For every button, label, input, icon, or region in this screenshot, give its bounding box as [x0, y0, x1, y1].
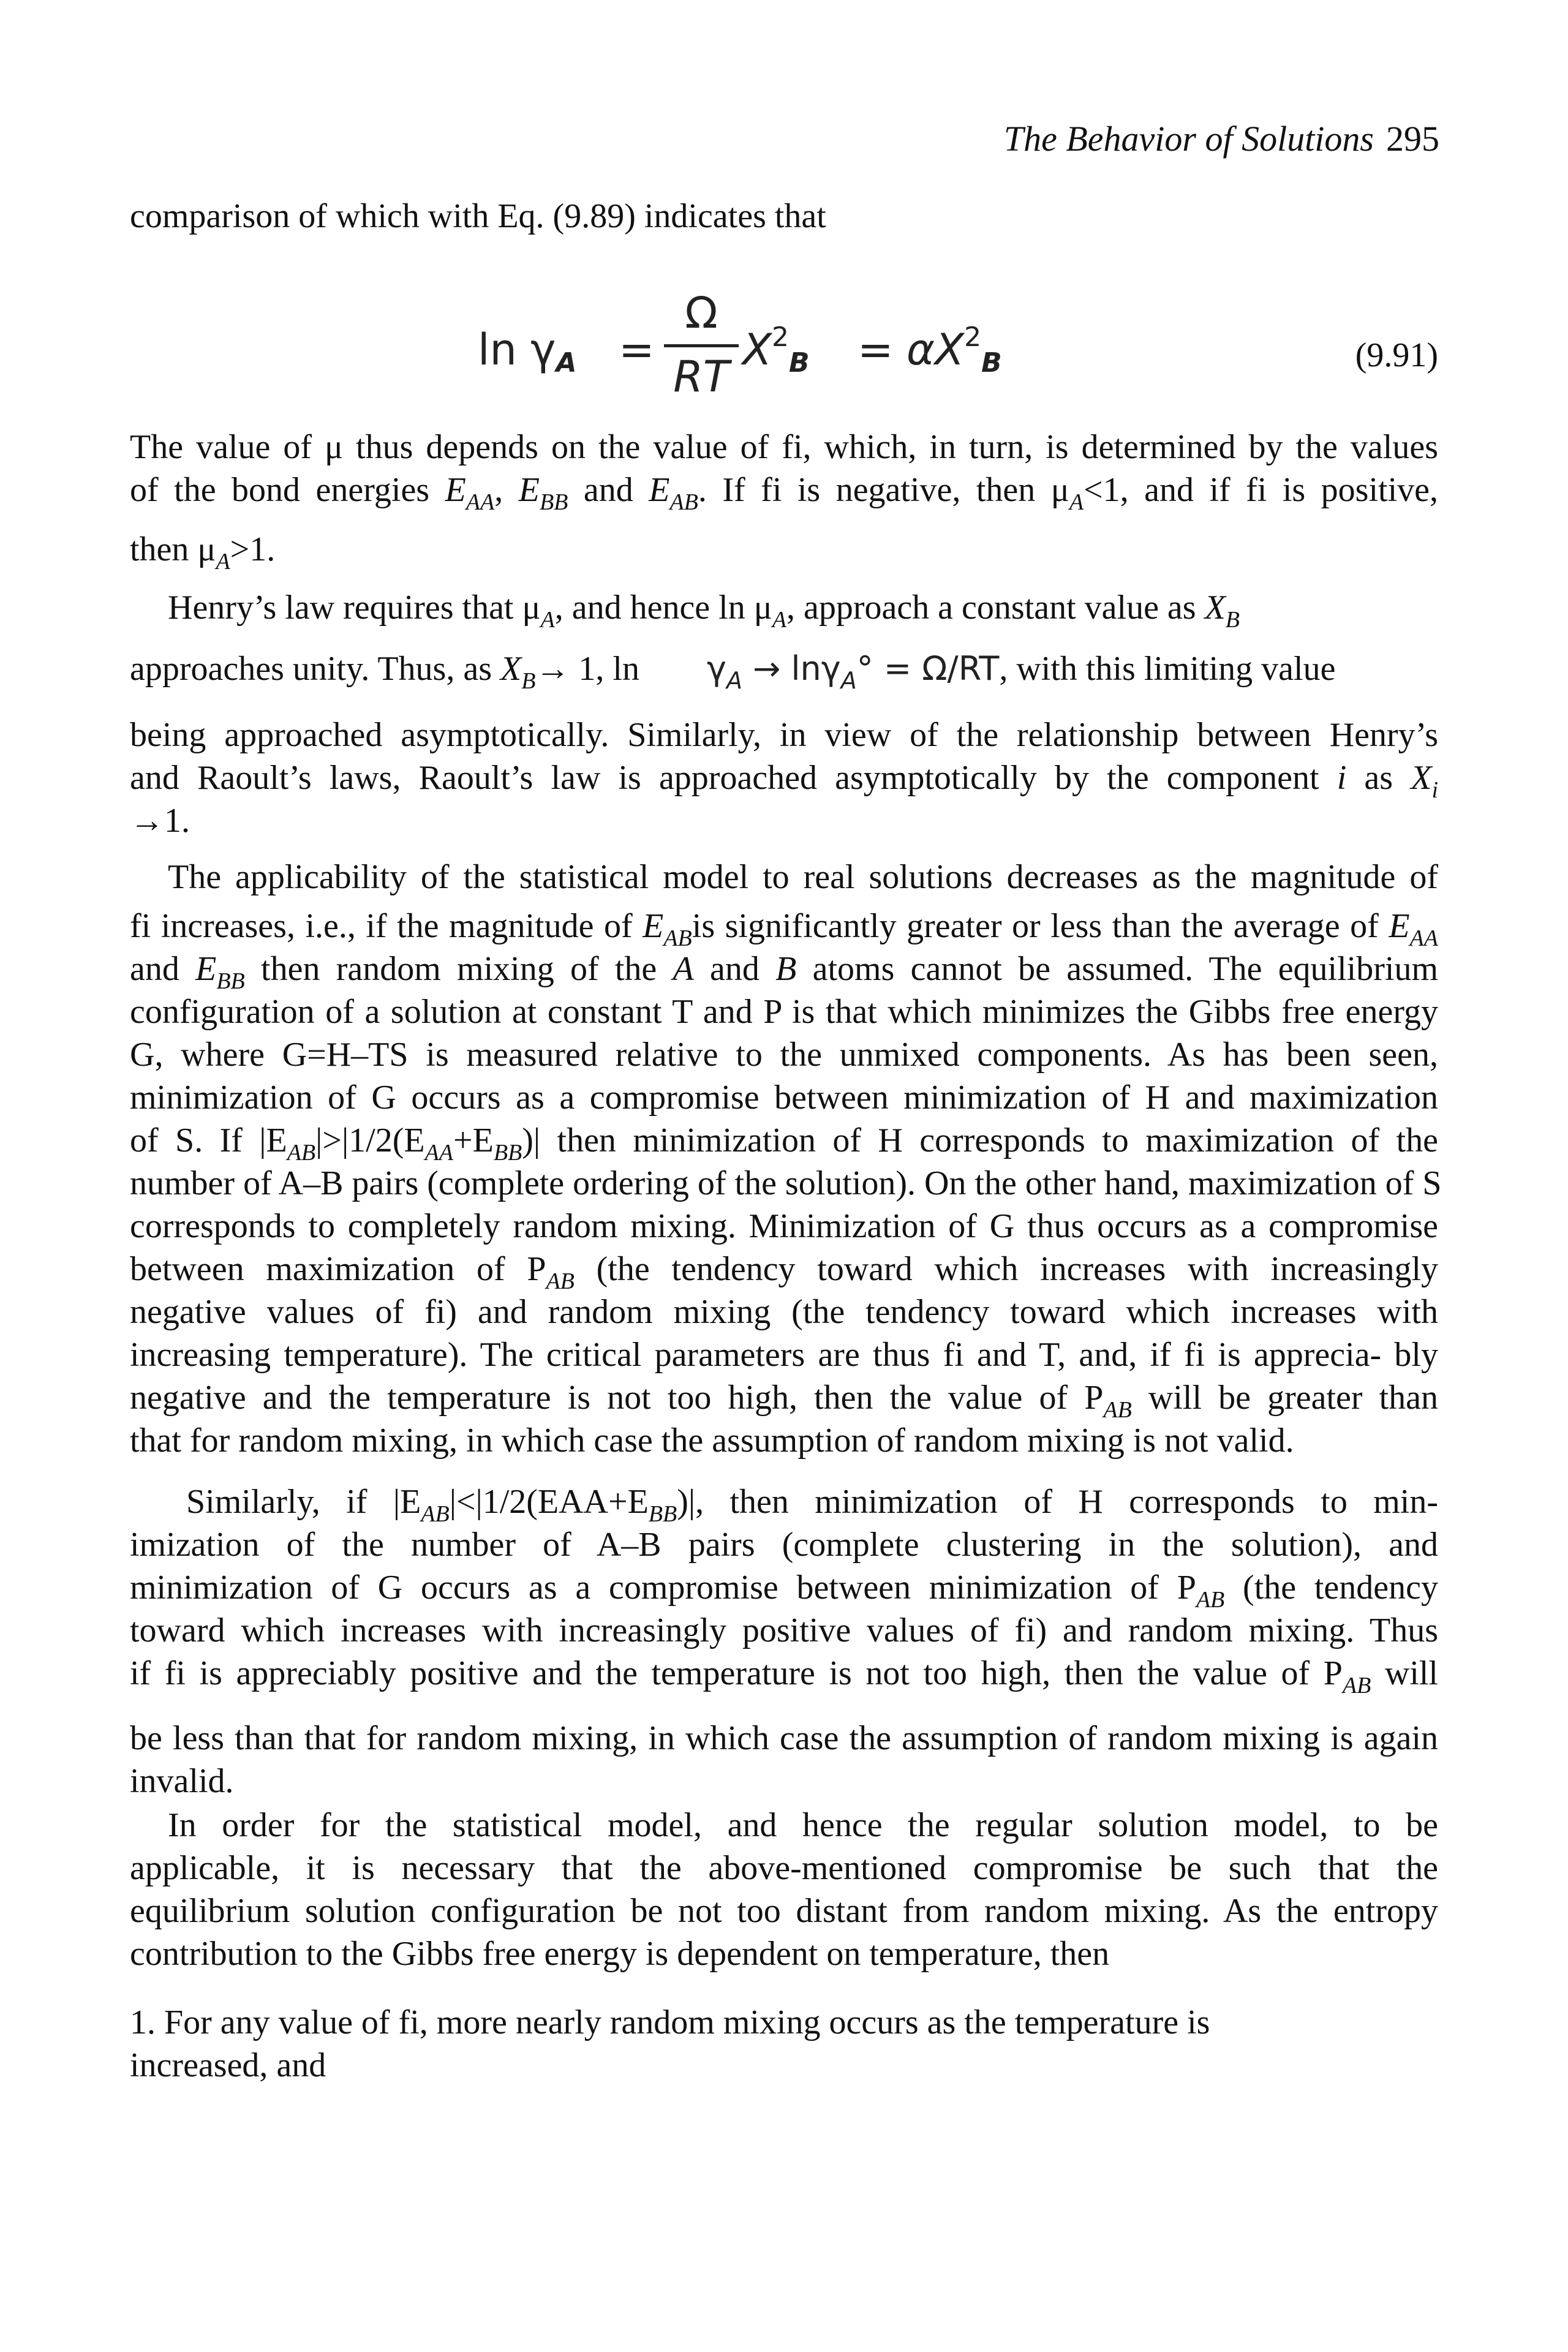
p5-line-2: applicable, it is necessary that the above-mentioned compromise be such that the [130, 1849, 1438, 1887]
p3-line-14: that for random mixing, in which case the assumption of random mixing is not valid. [130, 1422, 1294, 1460]
eq-denominator: RT [673, 352, 729, 402]
equation-9-91 [478, 285, 1164, 420]
list-item-1-line-1: 1. For any value of fi, more nearly random mixing occurs as the temperature is [130, 2003, 1210, 2041]
p1-line-3: then $\mu_A>1$. [130, 530, 276, 575]
eq-equals: = [619, 325, 655, 375]
list-item-1-line-2: increased, and [130, 2046, 326, 2084]
p4-line-5: if fi is appreciably positive and the temperature is not too high, then the value of $P_{AB}$ will [130, 1654, 1438, 1698]
running-head-title: The Behavior of Solutions [1003, 119, 1374, 159]
page-number: 295 [1386, 119, 1439, 159]
eq-fraction [662, 285, 741, 402]
p3-line-5: G, where G=H–TS is measured relative to the unmixed components. As has been seen, [130, 1036, 1438, 1074]
p1-line-2: of the bond energies $E_{AA}$, $E_{BB}$ and $E_{AB}$. If fi is negative, then $\mu_A<1$, and if fi is positive, [130, 471, 1439, 515]
p4-line-4: toward which increases with increasingly positive values of fi) and random mixing. Thus [130, 1611, 1438, 1649]
p3-line-8: number of A–B pairs (complete ordering of the solution). On the other hand, maximization of S [130, 1164, 1442, 1202]
p2-line-2: approaches unity. Thus, as $X_B\to 1$, $\ln \gamma_A \to \ln\gamma_A^\circ = \Omega/RT$, with this limiting value [130, 649, 1336, 694]
p3-line-13: negative and the temperature is not too high, then the value of $P_{AB}$ will be greater than [130, 1379, 1439, 1423]
inline-limit-equation: $\gamma_A \to \ln\gamma_A^\circ = \Omega/RT$ [706, 649, 1000, 694]
p4-line-1: Similarly, if $|E_{AB}|<|1/2(EAA+E_{BB})|$, then minimization of H corresponds to min- [186, 1483, 1438, 1527]
p3-line-6: minimization of G occurs as a compromise between minimization of H and maximization [130, 1079, 1438, 1117]
eq-rhs: $\alpha X^2_B$ [907, 322, 1002, 379]
p4-line-3: minimization of G occurs as a compromise between minimization of $P_{AB}$ (the tendency [130, 1569, 1438, 1613]
p2-line-4: and Raoult’s laws, Raoult’s law is approached asymptotically by the component i as $X_i$ [130, 759, 1438, 803]
equation-number: (9.91) [1355, 336, 1438, 374]
p3-line-7: of S. If $|E_{AB}|>|1/2(E_{AA}+E_{BB})|$ then minimization of H corresponds to maximization of the [130, 1121, 1438, 1166]
eq-lhs: $\ln \gamma_A$ [478, 325, 577, 379]
p4-line-7: invalid. [130, 1762, 234, 1800]
eq-xb-term: $X^2_B$ [742, 322, 810, 379]
eq-fraction-bar [664, 344, 739, 347]
running-head [796, 118, 1439, 160]
eq-equals-2: = [858, 325, 894, 375]
p3-line-1: The applicability of the statistical model to real solutions decreases as the magnitude of [168, 858, 1438, 896]
p5-line-4: contribution to the Gibbs free energy is dependent on temperature, then [130, 1935, 1110, 1973]
p3-line-9: corresponds to completely random mixing. Minimization of G thus occurs as a compromise [130, 1207, 1438, 1245]
p3-line-12: increasing temperature). The critical parameters are thus fi and T, and, if fi is apprecia- bly [130, 1336, 1438, 1374]
p3-line-4: configuration of a solution at constant T and P is that which minimizes the Gibbs free energy [130, 993, 1438, 1031]
p5-line-1: In order for the statistical model, and hence the regular solution model, to be [168, 1806, 1438, 1844]
p2-line-3: being approached asymptotically. Similarly, in view of the relationship between Henry’s [130, 716, 1438, 754]
eq-numerator: Ω [685, 288, 718, 338]
p3-line-11: negative values of fi) and random mixing (the tendency toward which increases with [130, 1293, 1438, 1331]
p2-line-5: →1. [130, 802, 190, 840]
p2-line-1: Henry’s law requires that $\mu_A$, and hence $\ln \mu_A$, approach a constant value as $X_B$ [168, 589, 1240, 633]
p4-line-2: imization of the number of A–B pairs (complete clustering in the solution), and [130, 1526, 1438, 1564]
p3-line-10: between maximization of $P_{AB}$ (the tendency toward which increases with increasingly [130, 1250, 1438, 1294]
p4-line-6: be less than that for random mixing, in which case the assumption of random mixing is again [130, 1719, 1438, 1757]
p3-line-2: fi increases, i.e., if the magnitude of $E_{AB}is$ significantly greater or less than the average of $E_{AA}$ [130, 907, 1438, 951]
p5-line-3: equilibrium solution configuration be not too distant from random mixing. As the entropy [130, 1892, 1438, 1930]
intro-line: comparison of which with Eq. (9.89) indicates that [130, 197, 826, 235]
p1-line-1: The value of μ thus depends on the value of fi, which, in turn, is determined by the values [130, 428, 1438, 466]
p3-line-3: and $E_{BB}$ then random mixing of the A and B atoms cannot be assumed. The equilibrium [130, 950, 1439, 994]
